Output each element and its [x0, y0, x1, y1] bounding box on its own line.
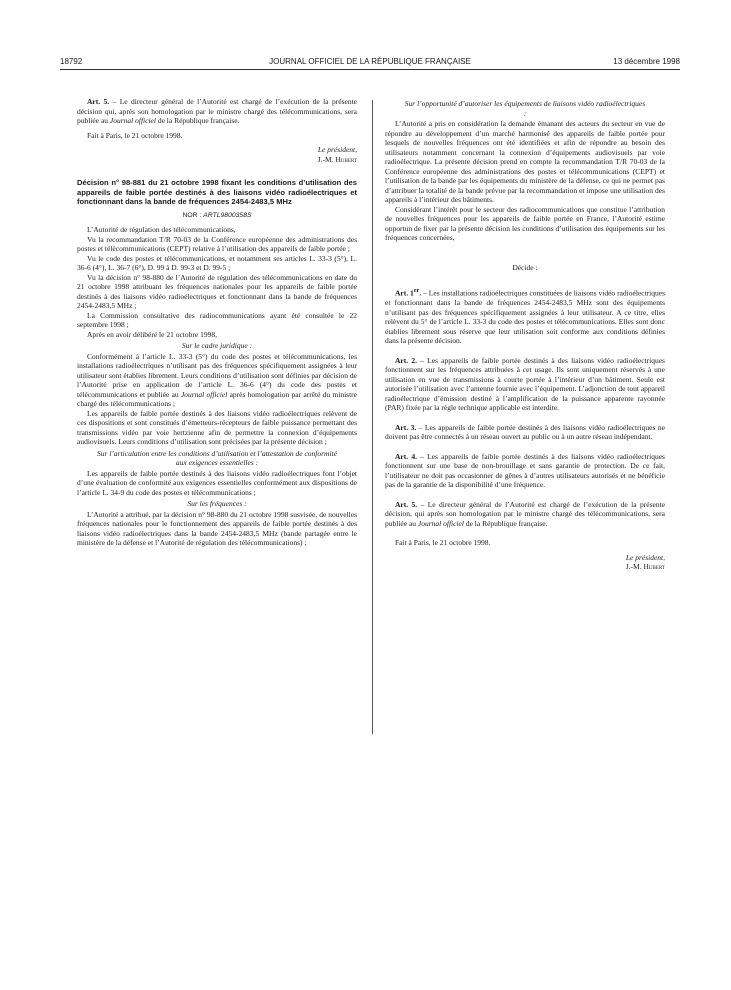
- paragraph: Considérant l’intérêt pour le secteur des radiocommunications que constitue l’attribution de nouvelles fréquences pour les appareils de faible portée en France, l’Autorité estime opportun de fixer par la présente décision les conditions d’utilisation des équipements sur les fréquences concernées,: [385, 204, 665, 242]
- signature-block: [77, 145, 357, 164]
- article-1: Art. 1er. – Les installations radioélectriques constituées de liaisons vidéo radioélectriques et fonctionnant dans la bande de fréquences 2454-2483,5 MHz sont des équipements n’utilisant pas des fréquences spécifiquement assignées à leur utilisateur. A ce titre, elles relèvent du 5° de l’article L. 33-3 du code des postes et télécommunications. Elles sont donc établies librement sous réserve que leur utilisation soit conforme aux conditions définies dans la présente décision.: [385, 287, 665, 345]
- paragraph: L’Autorité a attribué, par la décision n° 98-880 du 21 octobre 1998 susvisée, de nouvelles fréquences nationales pour le fonctionnement des appareils de faible portée destinés à des liaisons vidéo radioélectriques dans la bande 2454-2483,5 MHz (bande partagée entre le ministère de la défense et l’Autorité de régulation des télécommunications) ;: [77, 509, 357, 548]
- right-column: [385, 97, 665, 572]
- paragraph: Après en avoir délibéré le 21 octobre 1998,: [87, 329, 217, 339]
- paragraph: Les appareils de faible portée destinés à des liaisons vidéo radioélectriques font l’objet d’une évaluation de conformité aux exigences essentielles conformément aux dispositions de l’article L. 34-9 du code des postes et télécommunications ;: [77, 468, 357, 497]
- paragraph: Les appareils de faible portée destinés à des liaisons vidéo radioélectriques relèvent de ces dispositions et sont constitués d’émetteurs-récepteurs de faible puissance permettant des transmissions vidéo par voie hertzienne afin de permettre la connexion d’équipements audiovisuels. Leurs conditions d’utilisation sont précisées par la présente décision ;: [77, 408, 357, 447]
- article-2: Art. 2. – Les appareils de faible portée destinés à des liaisons vidéo radioélectriques fonctionnent sur les fréquences attribuées à cet usage. Ils sont uniquement réservés à une utilisation en vue de transmissions à courte portée à l’intérieur d’un bâtiment. Seule est autorisée l’utilisation avec l’antenne fournie avec l’équipement. L’adjonction de tout appareil radioélectrique d’émission destiné à l’amplification de la puissance apparente rayonnée (PAR) fixée par la règle technique applicable est interdite.: [385, 355, 665, 412]
- signatory-title: Le président,: [317, 145, 357, 154]
- place-date: Fait à Paris, le 21 octobre 1998.: [395, 538, 491, 547]
- decide-heading: Décide :: [512, 262, 538, 272]
- section-heading: Sur l’articulation entre les conditions d’utilisation et l’attestation de conformité aux exigences essentielles :: [97, 448, 337, 468]
- article-3: Art. 3. – Les appareils de faible portée destinés à des liaisons vidéo radioélectriques ne doivent pas être connectés à un réseau ouvert au public ou à un autre réseau indépendant.: [385, 422, 665, 441]
- section-heading: Sur l’opportunité d’autoriser les équipements de liaisons vidéo radioélectriques :: [404, 99, 646, 118]
- paragraph: La Commission consultative des radiocommunications ayant été consultée le 22 septembre 1998 ;: [77, 310, 357, 330]
- nor-reference: NOR : ARTL9800358S: [182, 211, 252, 219]
- header-rule: [60, 69, 680, 70]
- column-divider: [372, 100, 373, 734]
- section-heading: Sur les fréquences :: [187, 499, 247, 509]
- issue-date: 13 décembre 1998: [613, 57, 680, 66]
- decision-title: Décision n° 98-881 du 21 octobre 1998 fixant les conditions d’utilisation des appareils de faible portée destinés à des liaisons vidéo radioélectriques et fonctionnant dans la bande de fréquences 2454-2483,5 MHz: [77, 178, 357, 207]
- previous-article-5: Art. 5. – Le directeur général de l’Autorité est chargé de l’exécution de la présente décision qui, après son homologation par le ministre chargé des télécommunications, sera publiée au Journal officiel de la République française.: [77, 97, 357, 125]
- paragraph: Vu la décision n° 98-880 de l’Autorité de régulation des télécommunications en date du 21 octobre 1998 attribuant les fréquences nationales pour les appareils de faible portée destinés à des liaisons vidéo radioélectriques et fonctionnant dans la bande de fréquences 2454-2483,5 MHz ;: [77, 272, 357, 311]
- article-5: Art. 5. – Le directeur général de l’Autorité est chargé de l’exécution de la présente décision, qui après son homologation par le ministre chargé des télécommunications, sera publiée au Journal officiel de la République française.: [385, 499, 665, 528]
- left-column: [77, 97, 357, 548]
- signature-block: [385, 553, 665, 572]
- page-number: 18792: [60, 57, 83, 66]
- place-date: Fait à Paris, le 21 octobre 1998.: [87, 130, 183, 140]
- journal-title: JOURNAL OFFICIEL DE LA RÉPUBLIQUE FRANÇAISE: [269, 57, 471, 66]
- article-4: Art. 4. – Les appareils de faible portée destinés à des liaisons vidéo radioélectriques fonctionnent sur une base de non-brouillage et sans garantie de protection. De ce fait, l’utilisateur ne doit pas occasionner de gênes à d’autres utilisateurs autorisés et ne bénéficie pas de la garantie de la disponibilité d’une fréquence.: [385, 451, 665, 489]
- paragraph: Vu la recommandation T/R 70-03 de la Conférence européenne des administrations des postes et télécommunications (CEPT) relative à l’utilisation des appareils de faible portée ;: [77, 234, 357, 254]
- signatory-title: Le président,: [625, 552, 665, 562]
- signatory-name: J.-M. Hubert: [317, 154, 357, 164]
- paragraph: L’Autorité a pris en considération la demande émanant des acteurs du secteur en vue de répondre au développement d’un marché harmonisé des appareils de faible portée pour lesquels de nouvelles fréquences ont été identifiées et afin de répondre au besoin des utilisateurs notamment concernant la connexion d’équipements audiovisuels par voie radioélectrique. La présente décision prend en compte la recommandation T/R 70-03 de la Conférence européenne des administrations des postes et télécommunications (CEPT) et l’utilisation de la bande par les équipements du ministère de la défense, ce qui ne permet pas d’attribuer la totalité de la bande prévue par la recommandation et impose une utilisation des appareils à l’intérieur des bâtiments.: [385, 119, 665, 204]
- paragraph: Conformément à l’article L. 33-3 (5°) du code des postes et télécommunications, les installations radioélectriques n’utilisant pas des fréquences spécifiquement assignées à leur utilisateur sont établies librement. Leurs conditions d’utilisation sont définies par décision de l’Autorité prise en application de l’article L. 36-6 (4°) du code des postes et télécommunications et publiée au Journal officiel après homologation par arrêté du ministre chargé des télécommunications ;: [77, 351, 357, 409]
- section-heading: Sur le cadre juridique :: [181, 341, 253, 351]
- paragraph: Vu le code des postes et télécommunications, et notamment ses articles L. 33-3 (5°), L. 36-6 (4°), L. 36-7 (6°), D. 99 à D. 99-3 et D. 99-5 ;: [77, 253, 357, 273]
- paragraph: L’Autorité de régulation des télécommunications,: [87, 225, 236, 235]
- signatory-name: J.-M. Hubert: [625, 562, 665, 571]
